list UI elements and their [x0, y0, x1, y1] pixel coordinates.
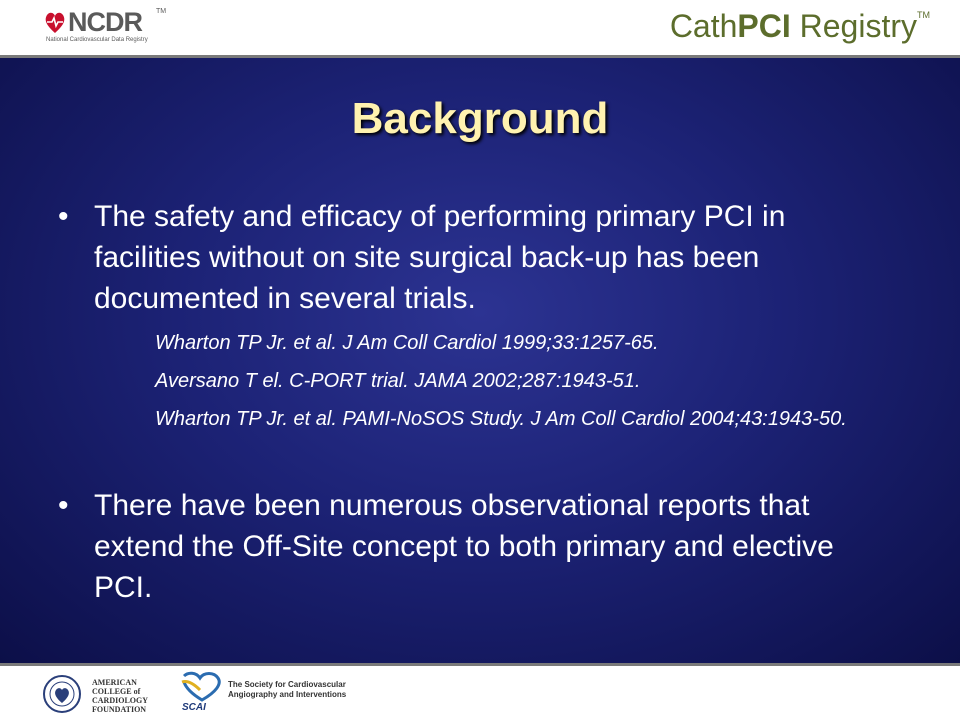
ncdr-subtitle: National Cardiovascular Data Registry — [46, 37, 148, 43]
scai-line: Angiography and Interventions — [228, 690, 347, 699]
registry-trademark: TM — [917, 10, 930, 20]
cathpci-registry-logo — [670, 8, 930, 45]
registry-suffix: Registry — [790, 8, 917, 44]
footer-bar — [0, 666, 960, 720]
ncdr-trademark: TM — [156, 8, 167, 15]
reference-item: Wharton TP Jr. et al. PAMI-NoSOS Study. J Am Coll Cardiol 2004;43:1943-50. — [155, 408, 847, 430]
scai-wordmark — [228, 680, 346, 700]
acc-line: CARDIOLOGY — [92, 696, 149, 705]
reference-item: Wharton TP Jr. et al. J Am Coll Cardiol 1999;33:1257-65. — [155, 332, 659, 354]
slide-title: Background — [351, 94, 609, 143]
registry-bold: PCI — [737, 8, 791, 44]
slide-body — [0, 58, 960, 663]
bullet-text: There have been numerous observational reports that extend the Off-Site concept to both primary and elective PCI. — [94, 489, 834, 604]
scai-heart-icon — [178, 670, 226, 704]
bullet-text: The safety and efficacy of performing primary PCI in facilities without on site surgical back-up has been documented in several trials. — [94, 200, 786, 315]
bullet-dot-icon: • — [58, 489, 69, 522]
ncdr-logo — [44, 7, 184, 47]
reference-list — [155, 330, 915, 444]
registry-prefix: Cath — [669, 8, 738, 44]
acc-wordmark — [92, 678, 148, 714]
ncdr-heart-icon — [44, 9, 66, 35]
reference-item: Aversano T el. C-PORT trial. JAMA 2002;287:1943-51. — [155, 370, 641, 392]
ncdr-wordmark: NCDR — [68, 7, 142, 37]
scai-abbrev: SCAI — [182, 702, 206, 713]
header-bar — [0, 0, 960, 55]
acc-line: COLLEGE of — [92, 687, 141, 696]
acc-line: AMERICAN — [92, 678, 137, 687]
scai-line: The Society for Cardiovascular — [228, 680, 346, 689]
acc-line: FOUNDATION — [92, 705, 147, 714]
acc-seal-icon — [42, 674, 82, 714]
acc-foundation-logo — [42, 674, 172, 714]
bullet-dot-icon: • — [58, 200, 69, 233]
scai-logo — [176, 670, 347, 716]
